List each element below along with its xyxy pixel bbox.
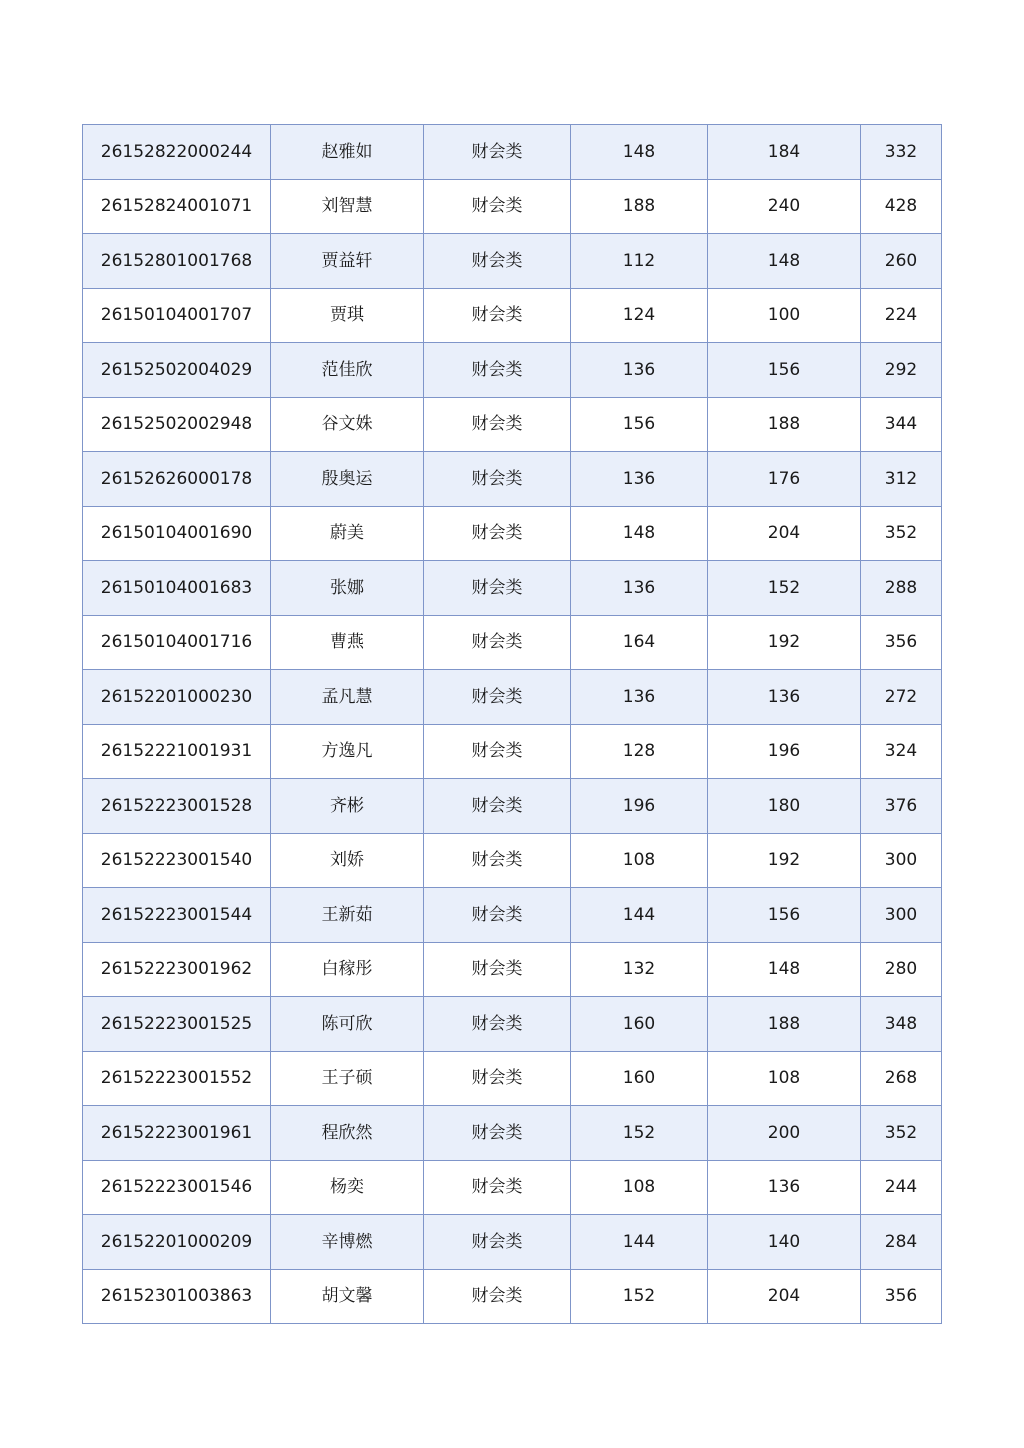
score-1-cell: 112 [571,234,708,289]
total-score-cell: 224 [861,288,942,343]
score-2-cell: 140 [708,1215,861,1270]
table-row [83,179,942,234]
total-score-cell: 356 [861,615,942,670]
score-1-cell: 124 [571,288,708,343]
candidate-name-cell: 曹燕 [271,615,424,670]
score-2-cell: 240 [708,179,861,234]
score-2-cell: 176 [708,452,861,507]
score-2-cell: 108 [708,1051,861,1106]
candidate-name-cell: 张娜 [271,561,424,616]
total-score-cell: 260 [861,234,942,289]
category-cell: 财会类 [424,179,571,234]
candidate-name-cell: 程欣然 [271,1106,424,1161]
table-row [83,942,942,997]
candidate-name-cell: 方逸凡 [271,724,424,779]
candidate-name-cell: 谷文姝 [271,397,424,452]
score-1-cell: 164 [571,615,708,670]
table-row [83,1215,942,1270]
candidate-id-cell: 26152223001552 [83,1051,271,1106]
score-1-cell: 144 [571,1215,708,1270]
score-2-cell: 156 [708,343,861,398]
category-cell: 财会类 [424,1106,571,1161]
candidate-id-cell: 26152223001546 [83,1160,271,1215]
score-2-cell: 192 [708,615,861,670]
total-score-cell: 292 [861,343,942,398]
candidate-id-cell: 26152626000178 [83,452,271,507]
category-cell: 财会类 [424,942,571,997]
score-1-cell: 148 [571,125,708,180]
total-score-cell: 272 [861,670,942,725]
table-row [83,888,942,943]
table-row [83,452,942,507]
table-row [83,234,942,289]
total-score-cell: 324 [861,724,942,779]
candidate-id-cell: 26150104001707 [83,288,271,343]
score-2-cell: 148 [708,234,861,289]
category-cell: 财会类 [424,615,571,670]
table-row [83,615,942,670]
candidate-id-cell: 26152223001544 [83,888,271,943]
score-2-cell: 204 [708,506,861,561]
category-cell: 财会类 [424,833,571,888]
score-2-cell: 196 [708,724,861,779]
score-2-cell: 100 [708,288,861,343]
candidate-name-cell: 胡文馨 [271,1269,424,1324]
candidate-id-cell: 26152822000244 [83,125,271,180]
table-row [83,833,942,888]
score-2-cell: 156 [708,888,861,943]
score-1-cell: 152 [571,1106,708,1161]
table-row [83,724,942,779]
candidate-id-cell: 26152223001528 [83,779,271,834]
total-score-cell: 352 [861,506,942,561]
category-cell: 财会类 [424,724,571,779]
score-1-cell: 156 [571,397,708,452]
table-row [83,1160,942,1215]
score-2-cell: 136 [708,670,861,725]
total-score-cell: 352 [861,1106,942,1161]
candidate-name-cell: 白稼彤 [271,942,424,997]
score-table [82,124,942,1324]
table-row [83,397,942,452]
table-row [83,670,942,725]
score-1-cell: 136 [571,561,708,616]
category-cell: 财会类 [424,670,571,725]
candidate-name-cell: 贾琪 [271,288,424,343]
total-score-cell: 244 [861,1160,942,1215]
candidate-id-cell: 26152223001525 [83,997,271,1052]
category-cell: 财会类 [424,561,571,616]
table-row [83,997,942,1052]
score-2-cell: 192 [708,833,861,888]
table-row [83,506,942,561]
category-cell: 财会类 [424,779,571,834]
score-1-cell: 160 [571,1051,708,1106]
total-score-cell: 356 [861,1269,942,1324]
candidate-id-cell: 26152223001961 [83,1106,271,1161]
candidate-name-cell: 王新茹 [271,888,424,943]
candidate-name-cell: 辛博燃 [271,1215,424,1270]
score-2-cell: 184 [708,125,861,180]
category-cell: 财会类 [424,997,571,1052]
score-1-cell: 196 [571,779,708,834]
total-score-cell: 280 [861,942,942,997]
candidate-name-cell: 杨奕 [271,1160,424,1215]
candidate-name-cell: 殷奥运 [271,452,424,507]
table-row [83,1106,942,1161]
score-2-cell: 180 [708,779,861,834]
total-score-cell: 348 [861,997,942,1052]
category-cell: 财会类 [424,452,571,507]
table-row [83,125,942,180]
score-1-cell: 108 [571,833,708,888]
score-table-body [83,125,942,1324]
total-score-cell: 428 [861,179,942,234]
score-1-cell: 136 [571,670,708,725]
score-2-cell: 148 [708,942,861,997]
total-score-cell: 376 [861,779,942,834]
candidate-name-cell: 刘智慧 [271,179,424,234]
candidate-name-cell: 刘娇 [271,833,424,888]
score-1-cell: 108 [571,1160,708,1215]
score-1-cell: 144 [571,888,708,943]
category-cell: 财会类 [424,125,571,180]
total-score-cell: 300 [861,833,942,888]
category-cell: 财会类 [424,1269,571,1324]
score-2-cell: 204 [708,1269,861,1324]
category-cell: 财会类 [424,343,571,398]
score-1-cell: 188 [571,179,708,234]
total-score-cell: 268 [861,1051,942,1106]
table-row [83,1051,942,1106]
candidate-id-cell: 26152502004029 [83,343,271,398]
table-row [83,1269,942,1324]
score-1-cell: 160 [571,997,708,1052]
score-1-cell: 128 [571,724,708,779]
score-2-cell: 152 [708,561,861,616]
candidate-name-cell: 王子硕 [271,1051,424,1106]
total-score-cell: 332 [861,125,942,180]
candidate-id-cell: 26152502002948 [83,397,271,452]
category-cell: 财会类 [424,1215,571,1270]
table-row [83,288,942,343]
category-cell: 财会类 [424,288,571,343]
category-cell: 财会类 [424,888,571,943]
candidate-name-cell: 范佳欣 [271,343,424,398]
score-1-cell: 148 [571,506,708,561]
score-1-cell: 136 [571,452,708,507]
category-cell: 财会类 [424,506,571,561]
score-2-cell: 136 [708,1160,861,1215]
total-score-cell: 284 [861,1215,942,1270]
table-row [83,561,942,616]
score-2-cell: 200 [708,1106,861,1161]
candidate-name-cell: 孟凡慧 [271,670,424,725]
candidate-id-cell: 26150104001716 [83,615,271,670]
candidate-name-cell: 齐彬 [271,779,424,834]
total-score-cell: 312 [861,452,942,507]
candidate-id-cell: 26152201000230 [83,670,271,725]
category-cell: 财会类 [424,1051,571,1106]
score-1-cell: 136 [571,343,708,398]
candidate-id-cell: 26152301003863 [83,1269,271,1324]
candidate-name-cell: 陈可欣 [271,997,424,1052]
total-score-cell: 288 [861,561,942,616]
candidate-id-cell: 26152223001962 [83,942,271,997]
score-2-cell: 188 [708,397,861,452]
table-row [83,343,942,398]
category-cell: 财会类 [424,234,571,289]
candidate-name-cell: 贾益轩 [271,234,424,289]
candidate-id-cell: 26152223001540 [83,833,271,888]
candidate-id-cell: 26152824001071 [83,179,271,234]
score-1-cell: 152 [571,1269,708,1324]
table-row [83,779,942,834]
candidate-name-cell: 赵雅如 [271,125,424,180]
candidate-id-cell: 26150104001683 [83,561,271,616]
total-score-cell: 300 [861,888,942,943]
candidate-id-cell: 26152201000209 [83,1215,271,1270]
total-score-cell: 344 [861,397,942,452]
category-cell: 财会类 [424,397,571,452]
score-2-cell: 188 [708,997,861,1052]
score-1-cell: 132 [571,942,708,997]
category-cell: 财会类 [424,1160,571,1215]
candidate-id-cell: 26152801001768 [83,234,271,289]
candidate-id-cell: 26152221001931 [83,724,271,779]
candidate-name-cell: 蔚美 [271,506,424,561]
candidate-id-cell: 26150104001690 [83,506,271,561]
